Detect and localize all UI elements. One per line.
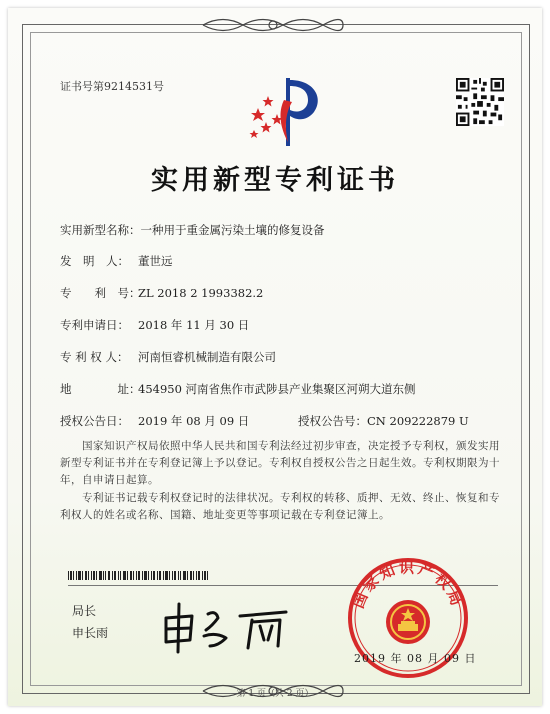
utility-model-name-value: 一种用于重金属污染土壤的修复设备 <box>140 223 325 237</box>
grant-date-row <box>60 413 249 429</box>
patent-number-row <box>60 285 263 301</box>
address-row <box>60 381 416 397</box>
patent-number-label: 专 利 号： <box>60 286 141 300</box>
address-value: 454950 河南省焦作市武陟县产业集聚区河朔大道东侧 <box>138 382 416 396</box>
legal-paragraph-2: 专利证书记载专利权登记时的法律状况。专利权的转移、质押、无效、终止、恢复和专利权人的姓名或名称、国籍、地址变更等事项记载在专利登记簿上。 <box>60 492 500 521</box>
grant-date-value: 2019 年 08 月 09 日 <box>138 414 250 428</box>
seal-text: 国家知识产权局 <box>349 558 467 611</box>
qr-code-icon <box>456 78 504 126</box>
filing-date-row <box>60 317 249 333</box>
inventor-value: 董世远 <box>138 254 173 268</box>
filing-date-value: 2018 年 11 月 30 日 <box>138 318 250 332</box>
director-signature <box>156 596 296 656</box>
legal-paragraph-1: 国家知识产权局依照中华人民共和国专利法经过初步审查，决定授予专利权，颁发实用新型专利证书并在专利登记簿上予以登记。专利权自授权公告之日起生效。专利权期限为十年，自申请日起算。 <box>60 440 500 486</box>
inventor-row <box>60 253 173 269</box>
top-ornament-icon <box>198 14 348 36</box>
grant-date-label: 授权公告日： <box>60 414 129 428</box>
seal-date: 2019 年 08 月 09 日 <box>354 652 477 665</box>
utility-model-name-label: 实用新型名称： <box>60 223 141 237</box>
barcode-icon <box>68 571 208 580</box>
patentee-label: 专 利 权 人： <box>60 350 129 364</box>
page-number: 第 1 页（共 2 页） <box>236 689 314 699</box>
certificate-number: 证书号第9214531号 <box>60 80 164 93</box>
filing-date-label: 专利申请日： <box>60 318 129 332</box>
director-name: 申长雨 <box>72 626 109 640</box>
certificate-sheet <box>8 8 542 706</box>
patentee-value: 河南恒睿机械制造有限公司 <box>138 350 276 364</box>
national-emblem-icon <box>386 600 430 644</box>
grant-number-row <box>298 413 469 429</box>
utility-model-name-row <box>60 222 325 238</box>
grant-number-label: 授权公告号： <box>298 414 367 428</box>
director-title: 局长 <box>72 604 97 618</box>
certificate-title: 实用新型专利证书 <box>151 165 399 196</box>
grant-number-value: CN 209222879 U <box>367 414 469 428</box>
patentee-row <box>60 349 276 365</box>
cnipa-logo <box>244 70 332 152</box>
inventor-label: 发 明 人： <box>60 254 129 268</box>
patent-number-value: ZL 2018 2 1993382.2 <box>138 286 264 300</box>
address-label: 地 址： <box>60 382 141 396</box>
